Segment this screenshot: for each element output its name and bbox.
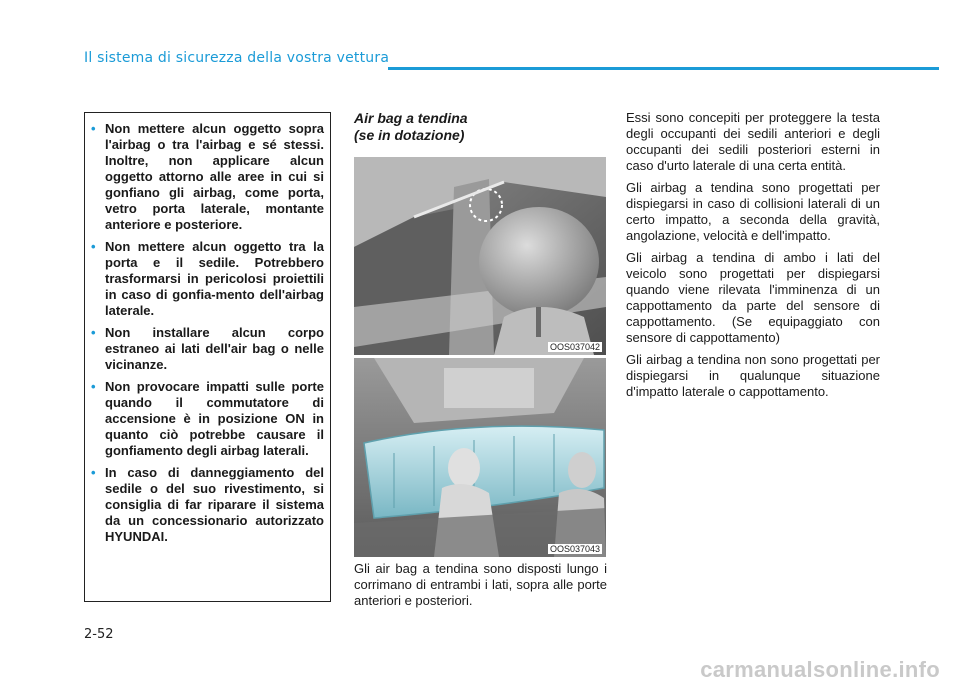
warning-item-text: Non installare alcun corpo estraneo ai lati dell'air bag o nelle vicinanze.: [105, 325, 324, 372]
section-title-line1: Air bag a tendina: [354, 110, 468, 126]
bullet-icon: •: [91, 121, 96, 136]
warning-item: [91, 239, 324, 319]
warning-item-text: In caso di danneggiamento del sedile o del suo rivestimento, si consiglia di far riparare il sistema da un concessionario autorizzato HYUNDAI.: [105, 465, 324, 544]
warning-item-text: Non mettere alcun oggetto tra la porta e il sedile. Potrebbero trasformarsi in pericolosi proiettili in caso di gonfia-mento dell'airbag laterale.: [105, 239, 324, 318]
right-column: [626, 110, 880, 406]
page-number: 2-52: [84, 627, 114, 642]
watermark: carmanualsonline.info: [700, 657, 940, 682]
body-paragraph: Gli airbag a tendina non sono progettati per dispiegarsi in qualunque situazione d'impatto laterale o cappottamento.: [626, 352, 880, 399]
section-title: [354, 110, 609, 144]
bullet-icon: •: [91, 239, 96, 254]
image-code-label: OOS037043: [549, 544, 600, 554]
image-code-label: OOS037042: [549, 342, 600, 352]
car-interior-illustration: [354, 157, 606, 355]
warning-list: [91, 121, 324, 545]
deployed-airbag-illustration: [354, 358, 606, 557]
section-header-title: Il sistema di sicurezza della vostra vettura: [84, 50, 390, 66]
bullet-icon: •: [91, 379, 96, 394]
body-paragraph: Essi sono concepiti per proteggere la testa degli occupanti dei sedili anteriori e degli occupanti dei sedili posteriori esterni in caso d'urto laterale di una certa entità.: [626, 110, 880, 173]
bullet-icon: •: [91, 325, 96, 340]
header-rule: [388, 67, 939, 70]
warning-item: [91, 465, 324, 545]
curtain-airbag-deployed-illustration: [354, 358, 606, 557]
warning-item-text: Non provocare impatti sulle porte quando il commutatore di accensione è in posizione ON in quanto ciò potrebbe causare il gonfiamento degli airbag laterali.: [105, 379, 324, 458]
warning-item: [91, 379, 324, 459]
curtain-airbag-location-illustration: [354, 157, 606, 355]
warning-item-text: Non mettere alcun oggetto sopra l'airbag o tra l'airbag e sé stessi. Inoltre, non applicare alcun oggetto attorno alle aree in cui si gonfiano gli airbag, come porta, vetro porta laterale, montante anteriore e posteriore.: [105, 121, 324, 232]
warning-box: [84, 112, 331, 602]
warning-item: [91, 325, 324, 373]
image-caption: Gli air bag a tendina sono disposti lungo i corrimano di entrambi i lati, sopra alle porte anteriori e posteriori.: [354, 561, 607, 608]
warning-item: [91, 121, 324, 233]
section-title-line2: (se in dotazione): [354, 127, 465, 143]
body-paragraph: Gli airbag a tendina di ambo i lati del veicolo sono progettati per dispiegarsi quando viene rilevata l'imminenza di un cappottamento da parte del sensore di cappottamento. (Se equipaggiato con sensore di cappottamento): [626, 250, 880, 345]
bullet-icon: •: [91, 465, 96, 480]
body-paragraph: Gli airbag a tendina sono progettati per dispiegarsi in caso di collisioni laterali di un certo impatto, a seconda della gravità, angolazione, velocità e dell'impatto.: [626, 180, 880, 243]
